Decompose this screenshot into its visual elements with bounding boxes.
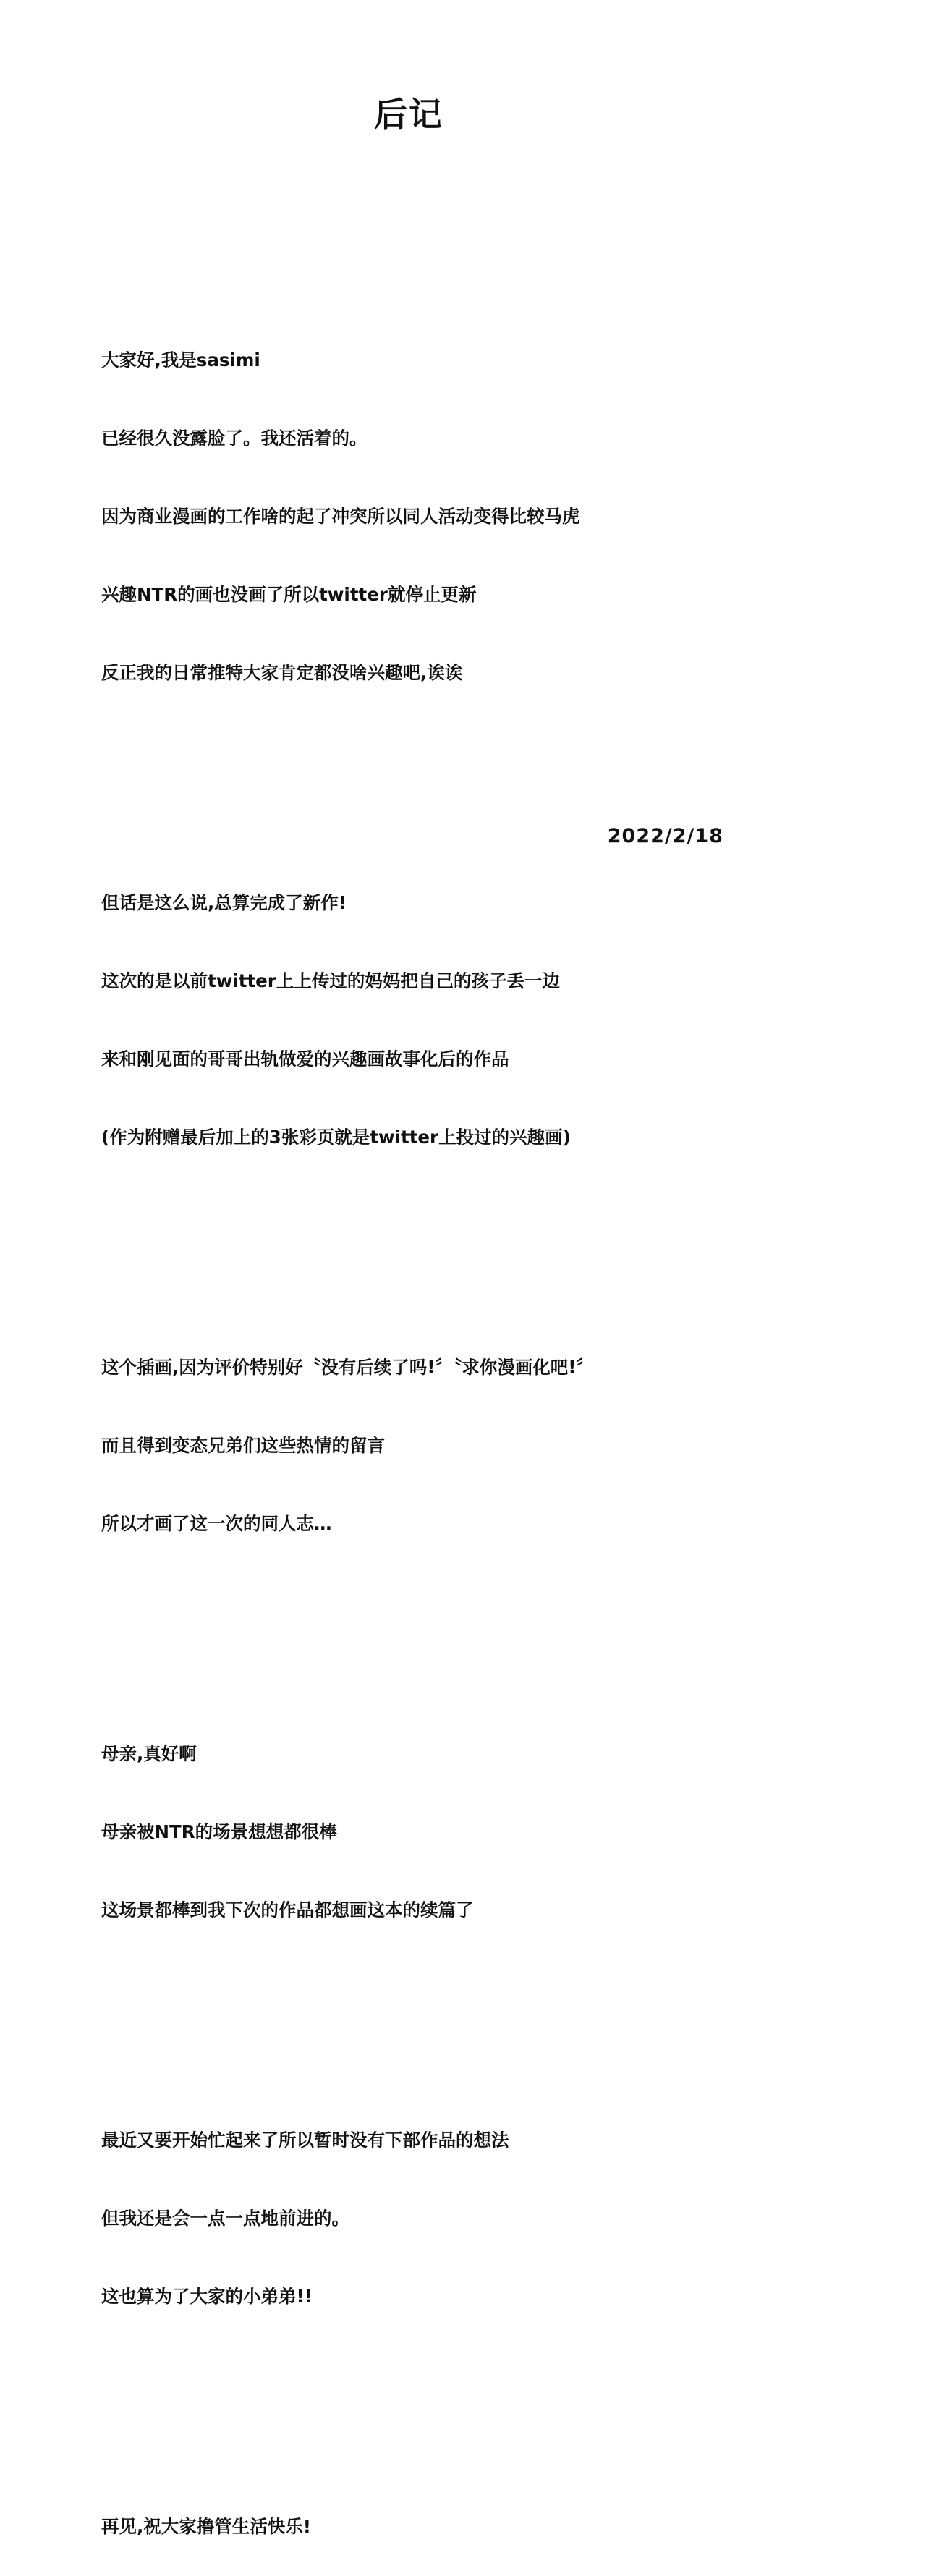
text-line: 这个插画,因为评价特别好〝没有后续了吗!〞〝求你漫画化吧!〞 bbox=[101, 1357, 594, 1378]
text-line: 来和刚见面的哥哥出轨做爱的兴趣画故事化后的作品 bbox=[101, 1048, 509, 1069]
date-stamp: 2022/2/18 bbox=[607, 825, 723, 847]
text-line: 再见,祝大家撸管生活快乐! bbox=[101, 2516, 311, 2537]
afterword-body bbox=[101, 217, 781, 2576]
text-line: 但我还是会一点一点地前进的。 bbox=[101, 2208, 349, 2229]
paragraph bbox=[101, 2462, 781, 2576]
text-line: 而且得到变态兄弟们这些热情的留言 bbox=[101, 1435, 385, 1456]
text-line: 所以才画了这一次的同人志… bbox=[101, 1513, 332, 1534]
text-line: 反正我的日常推特大家肯定都没啥兴趣吧,诶诶 bbox=[101, 662, 463, 683]
text-line: 兴趣NTR的画也没画了所以twitter就停止更新 bbox=[101, 584, 477, 605]
page-title: 后记 bbox=[374, 95, 443, 134]
text-line: 因为商业漫画的工作啥的起了冲突所以同人活动变得比较马虎 bbox=[101, 506, 580, 527]
text-line: 这次的是以前twitter上上传过的妈妈把自己的孩子丢一边 bbox=[101, 970, 560, 991]
text-line: 母亲,真好啊 bbox=[101, 1743, 197, 1764]
paragraph bbox=[101, 2075, 781, 2362]
text-line: (作为附赠最后加上的3张彩页就是twitter上投过的兴趣画) bbox=[101, 1127, 571, 1148]
text-line: 这也算为了大家的小弟弟!! bbox=[101, 2286, 313, 2307]
paragraph bbox=[101, 1302, 781, 1589]
text-line: 已经很久没露脸了。我还活着的。 bbox=[101, 428, 368, 449]
text-line: 这场景都棒到我下次的作品都想画这本的续篇了 bbox=[101, 1899, 474, 1920]
text-line: 大家好,我是sasimi bbox=[101, 349, 260, 370]
text-line: 最近又要开始忙起来了所以暂时没有下部作品的想法 bbox=[101, 2130, 509, 2151]
text-line: 但话是这么说,总算完成了新作! bbox=[101, 892, 347, 913]
paragraph bbox=[101, 295, 781, 738]
paragraph bbox=[101, 1689, 781, 1975]
text-line: 母亲被NTR的场景想想都很棒 bbox=[101, 1821, 337, 1842]
paragraph bbox=[101, 838, 781, 1203]
